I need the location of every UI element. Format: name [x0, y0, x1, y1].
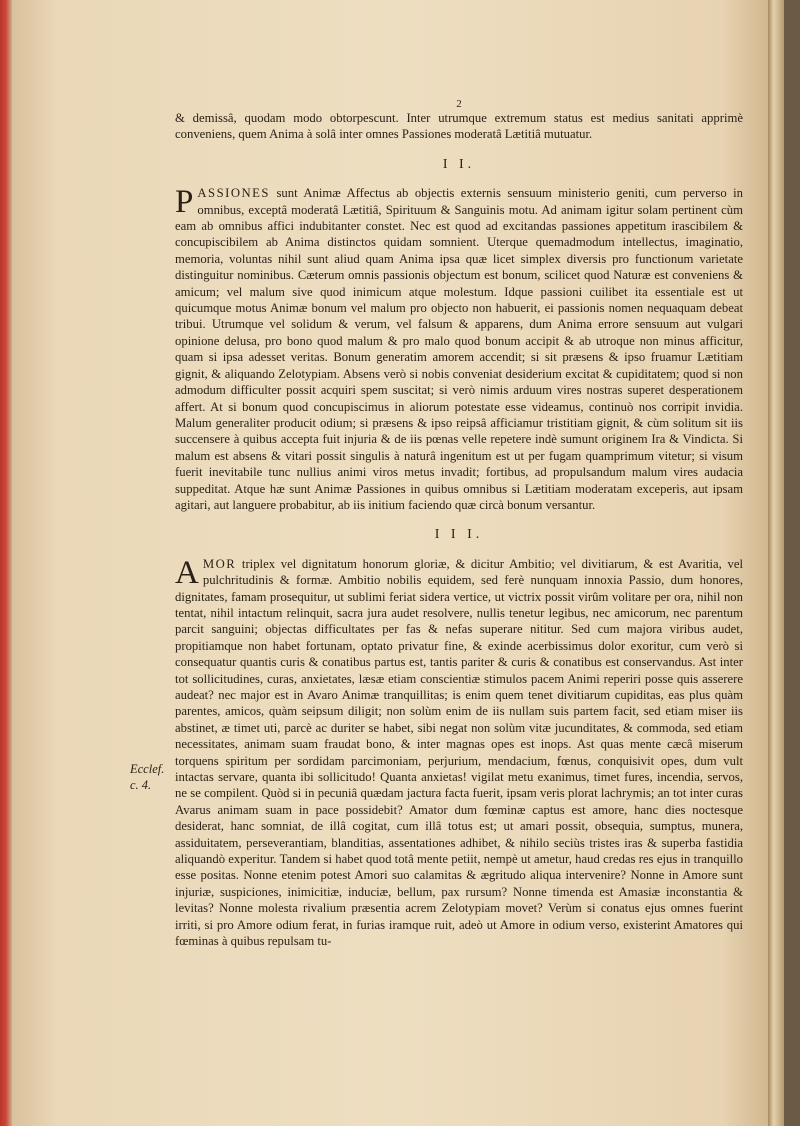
paragraph-text: sunt Animæ Affectus ab objectis externis sensuum ministerio geniti, cum perverso in omnibus, exceptâ moderatâ Lætitiâ, Spirituum & Sanguinis motu. Ad animam igitur solam pertinent cùm eam ab omnibus affici indubitanter constet. Nec est quod ad excitandas passiones appetitum irascibilem & concupiscibilem ab Anima distinctos quidam somnient. Uterque quemadmodum intellectus, imaginatio, memoria, voluntas nihil sunt aliud quam Anima ipsa quæ licet simplex diversis pro functionum varietate distinguitur nominibus. Cæterum omnis passionis objectum est bonum, scilicet quod Naturæ est conveniens & amicum; vel malum sive quod inimicum atque molestum. Idque passioni cuilibet ita essentiale est ut quicumque motus Animæ bonum vel malum pro objecto non habuerit, ei passionis nomen nequaquam debeat tribui. Utrumque vel solidum & verum, vel falsum & apparens, dum Anima errore sensuum aut vulgari opinione delusa, pro bono quod malum & pro malo quod bonum accipit & ab utroque non minus afficitur, quam si ipsa adesset veritas. Bonum generatim amorem accendit; si sit præsens & ipso fruamur Lætitiam gignit, & aliquando Zelotypiam. Absens verò si nobis conveniat desiderium excitat & cupiditatem; quod si non admodum difficulter possit acquiri spem suscitat; si verò nimis arduum vires nostras superet desperationem affert. At si bonum quod concupiscimus in aliorum potestate esse videamus, continuò nos corripit invidia. Malum generaliter producit odium; si præsens & ipso reipsâ afficiamur tristitiam gignit, & cùm solitum sit iis succensere à quibus accepta fuit injuria & de iis pœnas velle repetere indè sumunt originem Ira & Vindicta. Si malum est absens & vitari possit singulis à naturâ ingenitum est ut per fugam quamprimum vitetur; si visum fuerit inevitabile tunc nullius animi viros metus invadit; fortibus, ad propulsandum malum vires audacia suppeditat. Atque hæ sunt Animæ Passiones in quibus omnibus si Lætitiam moderatam exceperis, aut ipsam agitari, aut languere probabitur, ab iis initium faciendo quæ circà bonum versantur.	[175, 186, 743, 512]
section-heading-iii: I I I.	[434, 527, 484, 543]
drop-cap-letter: P	[175, 184, 194, 221]
page-content	[175, 98, 743, 950]
page-edge-shadow	[768, 0, 784, 1126]
opening-paragraph: & demissâ, quodam modo obtorpescunt. Inter utrumque extremum status est medius sanitati apprimè conveniens, quem Anima à solâ inter omnes Passiones moderatâ Lætitiâ mutuatur.	[175, 111, 743, 142]
margin-note-chapter: c. 4.	[130, 778, 152, 792]
paragraph-text: triplex vel dignitatum honorum gloriæ, & dicitur Ambitio; vel divitiarum, & est Avaritia, vel pulchritudinis & formæ. Ambitio nobilis equidem, sed ferè nunquam innoxia Passio, dum honores, dignitates, famam prosequitur, ut sublimi feriat sidera vertice, ut victrix possit virûm volitare per ora, nihil non tentat, nihil intactum relinquit, sacra jura audet resolvere, nullis tenetur legibus, nec amicorum, nec parentum parcit sanguini; objectas difficultates per fas & nefas superare nititur. Sed cum majora viribus audet, propitiamque non habet fortunam, optato privatur fine, & exinde acerbissimus dolor exoritur, cum verò si consequatur quantis curis & conatibus partus est, tantis pariter & curis & conatibus est conservandus. Ast inter tot sollicitudines, curas, anxietates, læsæ etiam conscientiæ stimulos pacem Animi reperiri posse quis asserere audeat? nec major est in Avaro Animæ tranquillitas; is enim quem tenet divitiarum cupiditas, eas plus quàm parentes, amicos, quàm seipsum diligit; non solùm enim de iis nullam suis partem facit, sed etiam miser iis abstinet, æ timet uti, parcè ac duriter se habet, sibi negat non solùm vitæ jucunditates, & commoda, sed etiam necessitates, animam suam fraudat bono, & inter magnas opes est inops. Ast quas mente cæcâ miserum torquens spiritum per sordidam parcimoniam, perjurium, mendacium, fœnus, conquisivit opes, dum vult intactas servare, quanta ibi sollicitudo! Quanta anxietas! vigilat metu exanimus, timet fures, incendia, servos, ne se compilent. Quòd si in pecuniâ quædam jactura facta fuerit, ipsam veris plorat lachrymis; an tot inter curas Avarus animam suam in pace possidebit? Amator dum fœminæ captus est amore, hanc dies noctesque desiderat, hanc somniat, de illâ cogitat, cum illâ totus est; ut amari possit, obsequia, sumptus, munera, assiduitatem, perseverantiam, blanditias, assentationes adhibet, & nihilo seciùs tristes iras & superba fastidia aliquandò experitur. Tandem si habet quod totâ mente petiit, nempè ut ametur, haud credas res ejus in tranquillo esse positas. Nonne etenim potest Amori suo calamitas & ægritudo aliqua intervenire? Nonne in Amore sunt injuriæ, suspiciones, inimicitiæ, induciæ, bellum, pax rursum? Nonne timenda est Amasiæ inconstantia & levitas? Nonne molesta rivalium præsentia acrem Zelotypiam movet? Verùm si conatus ejus omnes fuerint irriti, si pro Amore odium ferat, in furias iramque ruit, adeò ut Amore in odium verso, existerint Amatores qui fœminas à quibus repulsam tu-	[175, 556, 743, 949]
section-ii-paragraph	[175, 185, 743, 513]
lead-word: ASSIONES	[197, 186, 270, 201]
binding-edge	[0, 0, 12, 1126]
page-number: 2	[456, 98, 462, 110]
lead-word: MOR	[202, 556, 237, 571]
section-iii-paragraph	[175, 556, 743, 950]
section-heading-ii: I I.	[442, 156, 476, 172]
drop-cap-letter: A	[175, 554, 199, 591]
margin-note-ref: Ecclef.	[130, 762, 165, 776]
